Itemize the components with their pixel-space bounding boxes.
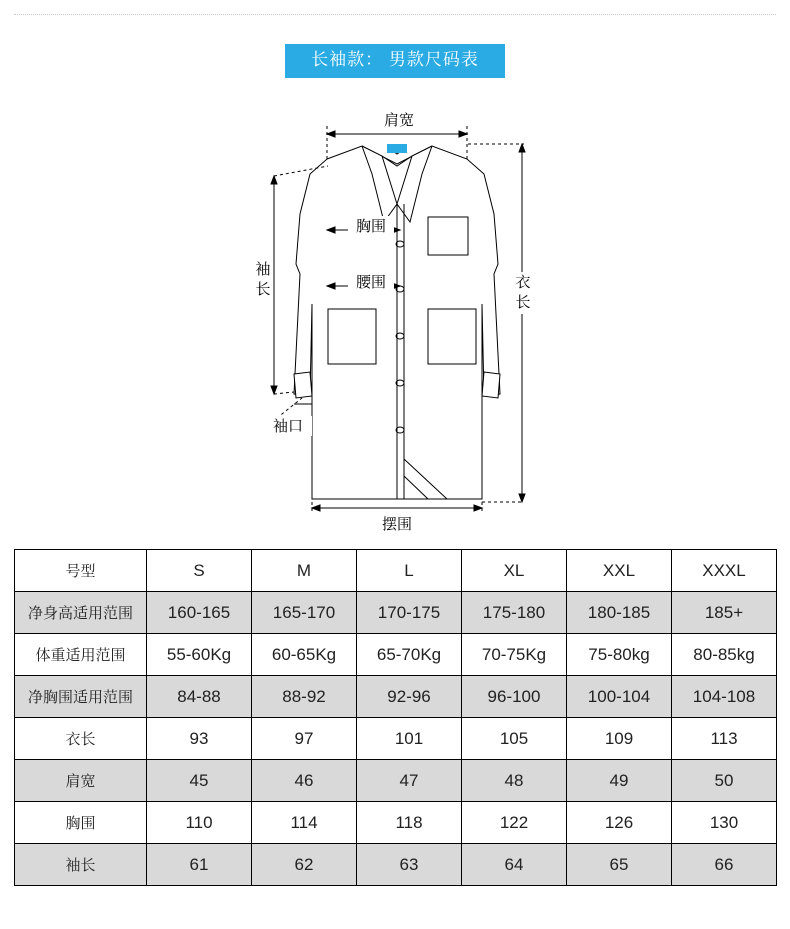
table-cell: 109	[567, 718, 672, 760]
row-label: 号型	[15, 550, 147, 592]
table-cell: 93	[147, 718, 252, 760]
size-table	[14, 549, 777, 886]
table-cell: 61	[147, 844, 252, 886]
table-row	[15, 676, 777, 718]
table-cell: 66	[672, 844, 777, 886]
table-cell: 47	[357, 760, 462, 802]
table-cell: 170-175	[357, 592, 462, 634]
table-cell: 114	[252, 802, 357, 844]
table-cell: XL	[462, 550, 567, 592]
table-cell: 80-85kg	[672, 634, 777, 676]
table-cell: 160-165	[147, 592, 252, 634]
label-cuff: 袖口	[272, 418, 304, 435]
title-container	[0, 44, 790, 78]
table-row	[15, 550, 777, 592]
page-title: 长袖款： 男款尺码表	[285, 44, 505, 78]
table-cell: 185+	[672, 592, 777, 634]
table-cell: 62	[252, 844, 357, 886]
table-cell: 130	[672, 802, 777, 844]
table-row	[15, 844, 777, 886]
table-cell: XXXL	[672, 550, 777, 592]
table-cell: 113	[672, 718, 777, 760]
table-cell: 100-104	[567, 676, 672, 718]
row-label: 净身高适用范围	[15, 592, 147, 634]
label-garment-length-1: 衣	[515, 274, 531, 291]
table-cell: 48	[462, 760, 567, 802]
table-row	[15, 760, 777, 802]
row-label: 胸围	[15, 802, 147, 844]
row-label: 体重适用范围	[15, 634, 147, 676]
table-row	[15, 718, 777, 760]
table-cell: 122	[462, 802, 567, 844]
table-cell: 104-108	[672, 676, 777, 718]
table-cell: S	[147, 550, 252, 592]
table-cell: XXL	[567, 550, 672, 592]
table-cell: 60-65Kg	[252, 634, 357, 676]
label-shoulder: 肩宽	[383, 112, 415, 129]
label-chest: 胸围	[355, 218, 387, 235]
table-row	[15, 592, 777, 634]
table-cell: 65-70Kg	[357, 634, 462, 676]
table-cell: 118	[357, 802, 462, 844]
table-cell: 88-92	[252, 676, 357, 718]
table-cell: 126	[567, 802, 672, 844]
table-cell: 92-96	[357, 676, 462, 718]
top-divider	[14, 14, 776, 15]
table-cell: 110	[147, 802, 252, 844]
table-cell: 101	[357, 718, 462, 760]
row-label: 肩宽	[15, 760, 147, 802]
table-cell: 75-80kg	[567, 634, 672, 676]
table-cell: 50	[672, 760, 777, 802]
table-cell: 49	[567, 760, 672, 802]
table-cell: M	[252, 550, 357, 592]
table-cell: 55-60Kg	[147, 634, 252, 676]
table-cell: 63	[357, 844, 462, 886]
table-cell: 65	[567, 844, 672, 886]
row-label: 衣长	[15, 718, 147, 760]
table-row	[15, 802, 777, 844]
row-label: 净胸围适用范围	[15, 676, 147, 718]
table-cell: 180-185	[567, 592, 672, 634]
table-cell: 45	[147, 760, 252, 802]
label-garment-length-2: 长	[515, 294, 531, 311]
label-sleeve-length-2: 长	[255, 281, 271, 298]
table-cell: 46	[252, 760, 357, 802]
table-cell: 97	[252, 718, 357, 760]
row-label: 袖长	[15, 844, 147, 886]
label-waist: 腰围	[355, 274, 387, 291]
table-cell: 105	[462, 718, 567, 760]
table-cell: 70-75Kg	[462, 634, 567, 676]
garment-diagram	[232, 104, 562, 534]
table-cell: 64	[462, 844, 567, 886]
table-cell: 84-88	[147, 676, 252, 718]
label-hem: 摆围	[381, 516, 413, 533]
table-cell: 96-100	[462, 676, 567, 718]
table-row	[15, 634, 777, 676]
table-cell: 175-180	[462, 592, 567, 634]
label-sleeve-length-1: 袖	[255, 261, 271, 278]
table-cell: 165-170	[252, 592, 357, 634]
table-cell: L	[357, 550, 462, 592]
